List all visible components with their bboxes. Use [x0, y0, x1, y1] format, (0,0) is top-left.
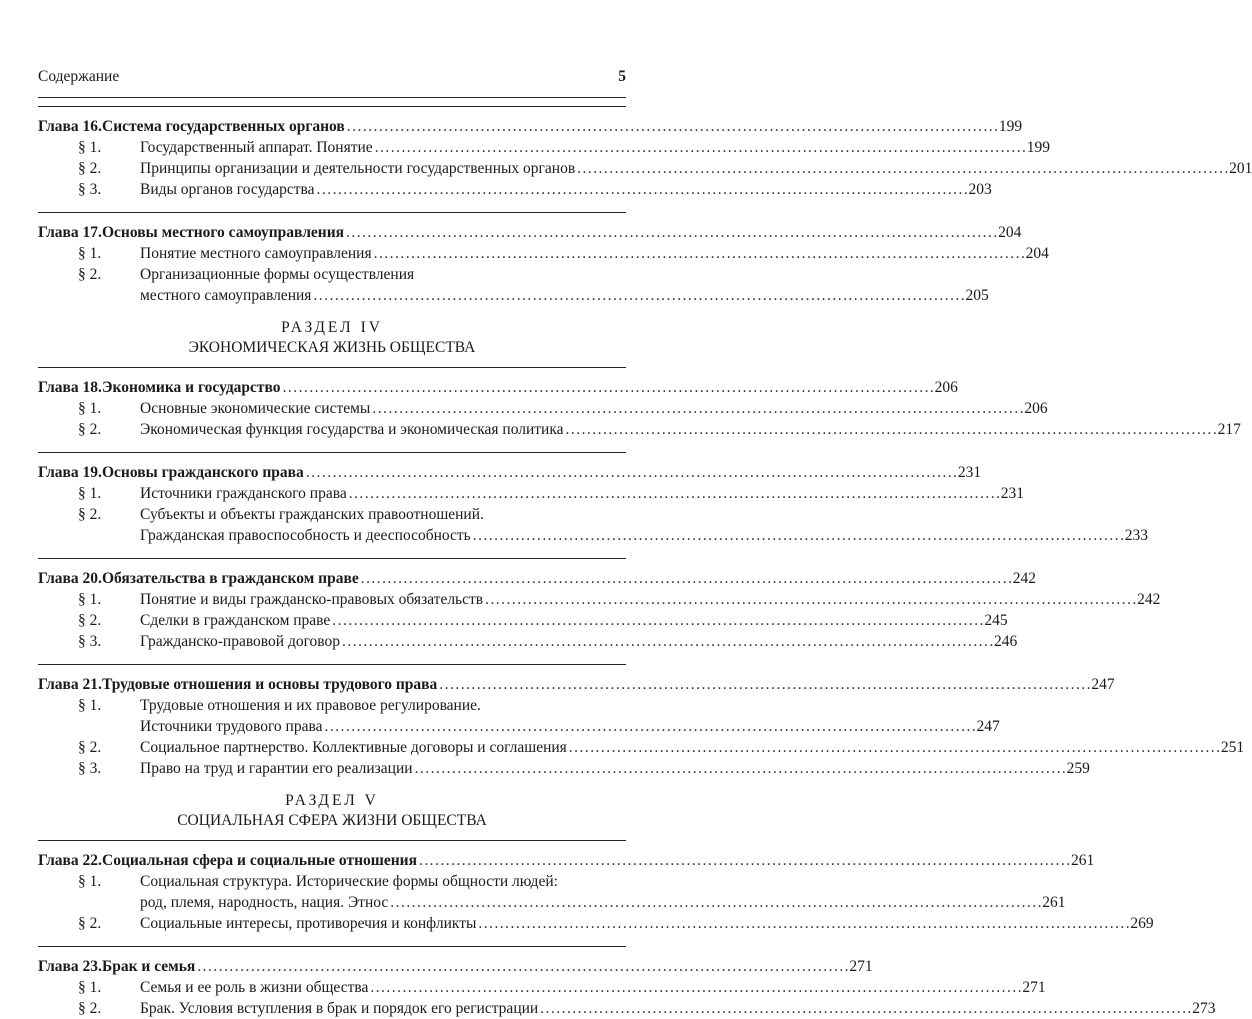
- section-page: 204: [1025, 245, 1049, 262]
- section-title: Принципы организации и деятельности государственных органов: [140, 160, 576, 177]
- section-title: Государственный аппарат. Понятие: [140, 139, 373, 156]
- section-title: Понятие и виды гражданско-правовых обязательств: [140, 591, 484, 608]
- section-page: 242: [1137, 591, 1161, 608]
- section-title: Право на труд и гарантии его реализации: [140, 760, 413, 777]
- part-title: ЭКОНОМИЧЕСКАЯ ЖИЗНЬ ОБЩЕСТВА: [188, 339, 476, 356]
- chapter-entry[interactable]: [38, 674, 1115, 695]
- header-title: Содержание: [38, 68, 120, 85]
- chapter-number: Глава 19.: [38, 464, 102, 481]
- section-number: § 2.: [78, 421, 102, 438]
- leader-dots: [313, 285, 963, 306]
- section-entry[interactable]: [38, 398, 1048, 419]
- part-number: РАЗДЕЛ V: [285, 792, 379, 809]
- section-entry[interactable]: [38, 871, 1066, 913]
- section-title: Брак. Условия вступления в брак и порядок его регистрации: [140, 1000, 539, 1017]
- chapter-number: Глава 21.: [38, 676, 102, 693]
- chapter-title: Обязательства в гражданском праве: [102, 570, 359, 587]
- chapter-number: Глава 18.: [38, 379, 102, 396]
- part-number: РАЗДЕЛ IV: [281, 319, 383, 336]
- section-entry[interactable]: [38, 243, 1049, 264]
- page-number: 5: [618, 68, 626, 85]
- part-title: СОЦИАЛЬНАЯ СФЕРА ЖИЗНИ ОБЩЕСТВА: [177, 812, 487, 829]
- chapter-block: [38, 200, 1049, 306]
- chapter-title: Трудовые отношения и основы трудового права: [102, 676, 438, 693]
- part-heading: [38, 318, 626, 358]
- section-number: § 2.: [78, 1000, 102, 1017]
- leader-dots: [485, 589, 1135, 610]
- section-title-last-line: [140, 285, 989, 306]
- section-number: § 2.: [78, 915, 102, 932]
- leader-dots: [349, 483, 999, 504]
- section-title-line: Источники трудового права: [140, 718, 323, 735]
- section-title: Источники гражданского права: [140, 485, 347, 502]
- section-page: 259: [1066, 760, 1090, 777]
- section-number: § 3.: [78, 760, 102, 777]
- leader-dots: [577, 158, 1227, 179]
- section-page: 273: [1192, 1000, 1216, 1017]
- leader-dots: [197, 956, 847, 977]
- section-entry[interactable]: [38, 483, 1025, 504]
- section-entry[interactable]: [38, 631, 1018, 652]
- leader-dots: [346, 222, 996, 243]
- chapter-number: Глава 23.: [38, 958, 102, 975]
- section-number: § 1.: [78, 139, 102, 156]
- leader-dots: [473, 525, 1123, 546]
- chapter-block: [38, 831, 1154, 934]
- chapter-number: Глава 22.: [38, 852, 102, 869]
- section-title-last-line: [140, 892, 1066, 913]
- chapter-number: Глава 20.: [38, 570, 102, 587]
- chapter-number: Глава 16.: [38, 118, 102, 135]
- chapter-entry[interactable]: [38, 850, 1095, 871]
- leader-dots: [332, 610, 982, 631]
- chapter-title: Экономика и государство: [102, 379, 281, 396]
- section-number: § 1.: [78, 485, 102, 502]
- leader-dots: [569, 737, 1219, 758]
- section-page: 203: [968, 181, 992, 198]
- section-title: Гражданско-правовой договор: [140, 633, 341, 650]
- section-page: 199: [1026, 139, 1050, 156]
- leader-dots: [283, 377, 933, 398]
- leader-dots: [361, 568, 1011, 589]
- section-title: Виды органов государства: [140, 181, 315, 198]
- section-page: 245: [984, 612, 1008, 629]
- section-number: § 2.: [78, 266, 102, 283]
- part-heading: [38, 791, 626, 831]
- leader-dots: [324, 716, 974, 737]
- chapter-entry[interactable]: [38, 956, 873, 977]
- running-header: [38, 68, 626, 88]
- chapter-entry[interactable]: [38, 568, 1036, 589]
- section-number: § 1.: [78, 979, 102, 996]
- chapter-block: [38, 652, 1245, 779]
- section-number: § 1.: [78, 591, 102, 608]
- section-entry[interactable]: [38, 419, 1241, 440]
- table-of-contents: [38, 106, 1252, 1019]
- chapter-block: [38, 358, 1241, 440]
- section-page: 271: [1022, 979, 1046, 996]
- chapter-block: [38, 546, 1161, 652]
- section-entry[interactable]: [38, 137, 1050, 158]
- section-page: 201: [1229, 160, 1252, 177]
- section-entry[interactable]: [38, 737, 1245, 758]
- section-title-line: Гражданская правоспособность и дееспособность: [140, 527, 471, 544]
- section-title: Понятие местного самоуправления: [140, 245, 372, 262]
- chapter-page: 199: [998, 118, 1023, 135]
- section-title: Сделки в гражданском праве: [140, 612, 331, 629]
- leader-dots: [374, 243, 1024, 264]
- section-page: 206: [1024, 400, 1048, 417]
- chapter-page: 231: [957, 464, 982, 481]
- section-number: § 3.: [78, 633, 102, 650]
- section-title-line: Субъекты и объекты гражданских правоотношений.: [140, 506, 484, 523]
- section-entry[interactable]: [38, 758, 1090, 779]
- chapter-number: Глава 17.: [38, 224, 102, 241]
- chapter-title: Основы местного самоуправления: [102, 224, 345, 241]
- chapter-entry[interactable]: [38, 377, 958, 398]
- chapter-page: 206: [934, 379, 958, 396]
- section-title-line: Организационные формы осуществления: [140, 266, 415, 283]
- section-title: Социальные интересы, противоречия и конфликты: [140, 915, 477, 932]
- leader-dots: [415, 758, 1065, 779]
- section-number: § 1.: [78, 245, 102, 262]
- section-title-last-line: [140, 716, 1000, 737]
- section-entry[interactable]: [38, 998, 1216, 1019]
- section-page: 261: [1042, 894, 1066, 911]
- section-entry[interactable]: [38, 158, 1252, 179]
- section-entry[interactable]: [38, 264, 989, 306]
- section-number: § 1.: [78, 400, 102, 417]
- section-number: § 2.: [78, 739, 102, 756]
- chapter-entry[interactable]: [38, 116, 1023, 137]
- chapter-entry[interactable]: [38, 222, 1022, 243]
- chapter-block: [38, 106, 1252, 200]
- leader-dots: [390, 892, 1040, 913]
- section-page: 233: [1124, 527, 1149, 544]
- section-entry[interactable]: [38, 977, 1046, 998]
- section-title: Экономическая функция государства и экономическая политика: [140, 421, 564, 438]
- section-number: § 1.: [78, 697, 102, 714]
- leader-dots: [439, 674, 1089, 695]
- section-page: 217: [1217, 421, 1241, 438]
- section-number: § 1.: [78, 873, 102, 890]
- section-entry[interactable]: [38, 913, 1154, 934]
- section-page: 246: [994, 633, 1018, 650]
- section-page: 251: [1220, 739, 1245, 756]
- section-title: Социальное партнерство. Коллективные договоры и соглашения: [140, 739, 567, 756]
- chapter-page: 271: [849, 958, 873, 975]
- leader-dots: [566, 419, 1216, 440]
- chapter-page: 242: [1012, 570, 1036, 587]
- chapter-page: 247: [1091, 676, 1115, 693]
- section-entry[interactable]: [38, 589, 1161, 610]
- section-entry[interactable]: [38, 504, 1149, 546]
- leader-dots: [372, 398, 1022, 419]
- chapter-entry[interactable]: [38, 462, 982, 483]
- leader-dots: [342, 631, 992, 652]
- section-title-line: Социальная структура. Исторические формы общности людей:: [140, 873, 558, 890]
- section-page: 269: [1130, 915, 1154, 932]
- chapter-block: [38, 934, 1216, 1019]
- section-title-line: местного самоуправления: [140, 287, 312, 304]
- section-page: 231: [1000, 485, 1025, 502]
- section-title-line: Трудовые отношения и их правовое регулирование.: [140, 697, 481, 714]
- leader-dots: [478, 913, 1128, 934]
- section-page: 205: [965, 287, 989, 304]
- section-entry[interactable]: [38, 695, 1000, 737]
- leader-dots: [306, 462, 956, 483]
- section-page: 247: [976, 718, 1000, 735]
- chapter-title: Основы гражданского права: [102, 464, 304, 481]
- leader-dots: [375, 137, 1025, 158]
- leader-dots: [419, 850, 1069, 871]
- chapter-page: 204: [998, 224, 1022, 241]
- section-number: § 2.: [78, 506, 102, 523]
- chapter-title: Система государственных органов: [102, 118, 345, 135]
- section-title-line: род, племя, народность, нация. Этнос: [140, 894, 389, 911]
- leader-dots: [317, 179, 967, 200]
- section-title-last-line: [140, 525, 1149, 546]
- section-number: § 2.: [78, 612, 102, 629]
- section-title: Семья и ее роль в жизни общества: [140, 979, 369, 996]
- section-entry[interactable]: [38, 610, 1008, 631]
- chapter-title: Брак и семья: [102, 958, 196, 975]
- chapter-block: [38, 440, 1149, 546]
- chapter-title: Социальная сфера и социальные отношения: [102, 852, 417, 869]
- leader-dots: [347, 116, 997, 137]
- section-entry[interactable]: [38, 179, 992, 200]
- section-number: § 2.: [78, 160, 102, 177]
- section-number: § 3.: [78, 181, 102, 198]
- section-title: Основные экономические системы: [140, 400, 371, 417]
- leader-dots: [540, 998, 1190, 1019]
- leader-dots: [370, 977, 1020, 998]
- header-rule: [38, 97, 626, 98]
- chapter-page: 261: [1071, 852, 1095, 869]
